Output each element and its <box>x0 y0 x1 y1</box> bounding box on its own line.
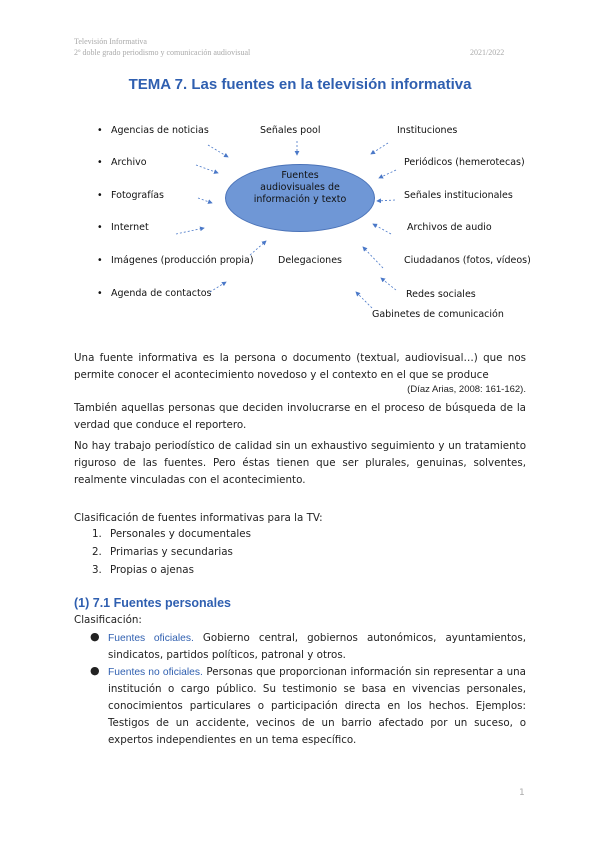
arrow <box>210 282 226 292</box>
arrow <box>373 224 391 234</box>
page-title: TEMA 7. Las fuentes en la televisión informativa <box>128 76 472 93</box>
diagram-left-item: • Internet <box>111 222 149 233</box>
intro-paragraph-2: También aquellas personas que deciden involucrarse en el proceso de búsqueda de la verdad que conduce el reportero. <box>74 402 526 431</box>
bullet-dot: ● <box>90 664 100 677</box>
diagram-right-item: Redes sociales <box>406 289 476 300</box>
diagram-left-item: • Agencias de noticias <box>111 125 209 136</box>
classification-list <box>92 525 251 579</box>
official-sources-link[interactable]: Fuentes oficiales. <box>108 633 194 644</box>
diagram-left-item: • Archivo <box>111 157 147 168</box>
diagram-right-item: Señales institucionales <box>404 190 513 201</box>
header-course: Televisión Informativa <box>74 37 147 46</box>
arrow <box>250 241 266 255</box>
diagram-right-item: Archivos de audio <box>407 222 492 233</box>
arrow <box>363 247 383 268</box>
arrow <box>371 143 388 154</box>
intro-paragraph-3: No hay trabajo periodístico de calidad sin un exhaustivo seguimiento y un tratamiento riguroso de las fuentes. Pero éstas tienen que ser plurales, genuinas, solventes, realmente vinculadas con el acontecimiento. <box>74 440 526 486</box>
arrow <box>196 165 218 173</box>
section-label: Clasificación: <box>74 614 142 626</box>
header-year: 2021/2022 <box>470 48 505 57</box>
diagram-middle-item: Señales pool <box>260 125 321 136</box>
list-item: 2. Primarias y secundarias <box>92 546 233 558</box>
section-heading: (1) 7.1 Fuentes personales <box>74 596 232 610</box>
center-label: Fuentes audiovisuales de información y texto <box>253 170 347 205</box>
arrow <box>377 200 395 201</box>
diagram-right-item: Gabinetes de comunicación <box>372 309 504 320</box>
classification-heading: Clasificación de fuentes informativas para la TV: <box>74 512 323 524</box>
arrow <box>198 198 212 203</box>
diagram-right-item: Ciudadanos (fotos, vídeos) <box>404 255 531 266</box>
arrow <box>208 145 228 157</box>
bullet-dot: ● <box>90 630 100 643</box>
arrow <box>356 292 372 308</box>
citation: (Díaz Arias, 2008: 161-162). <box>407 384 526 395</box>
list-item: 1. Personales y documentales <box>92 528 251 540</box>
diagram-middle-item: Delegaciones <box>278 255 342 266</box>
bullet-unofficial-sources: Fuentes no oficiales. Personas que proporcionan información sin representar a una institución o cargo público. Su testimonio se basa en vivencias personales, conocimientos particulares o participación directa en los hechos. Ejemplos: Testigos de un accidente, vecinos de un barrio afectado por un suceso, o expertos independientes en un tema específico. <box>108 666 526 746</box>
page-number: 1 <box>519 788 525 798</box>
diagram-left-item: • Agenda de contactos <box>111 288 211 299</box>
diagram-right-item: Periódicos (hemerotecas) <box>404 157 525 168</box>
bullet-official-sources: Fuentes oficiales. Gobierno central, gobiernos autonómicos, ayuntamientos, sindicatos, partidos políticos, patronal y otros. <box>108 632 526 661</box>
diagram-left-item: • Imágenes (producción propia) <box>111 255 254 266</box>
diagram-right-item: Instituciones <box>397 125 458 136</box>
arrow <box>381 278 396 290</box>
diagram-left-item: • Fotografías <box>111 190 164 201</box>
arrow <box>379 170 396 178</box>
arrow <box>176 228 204 234</box>
list-item: 3. Propias o ajenas <box>92 564 194 576</box>
header-degree: 2º doble grado periodismo y comunicación audiovisual <box>74 48 251 57</box>
unofficial-sources-link[interactable]: Fuentes no oficiales. <box>108 667 203 678</box>
intro-paragraph-1: Una fuente informativa es la persona o documento (textual, audiovisual…) que nos permite conocer el acontecimiento novedoso y el contexto en el que se produce <box>74 352 526 381</box>
